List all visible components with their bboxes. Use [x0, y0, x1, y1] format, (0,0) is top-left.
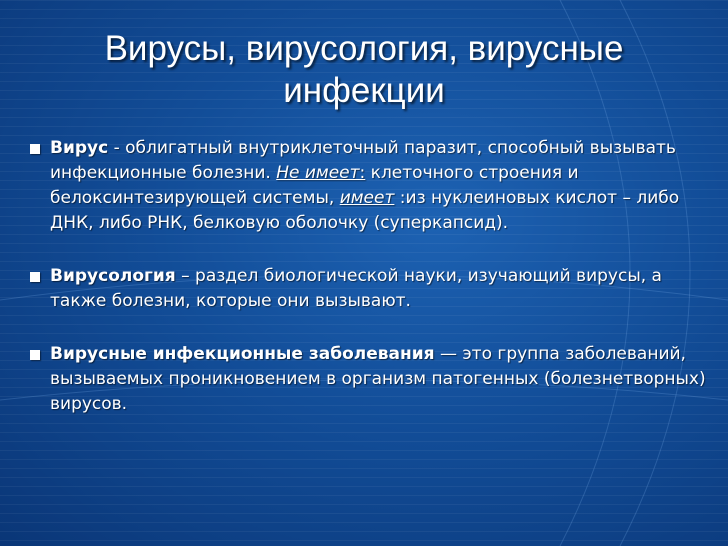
definition-virology: – раздел биологической науки, изучающий вирусы, а также болезни, которые они вызывают.	[50, 266, 662, 311]
term-viral-infections: Вирусные инфекционные заболевания	[50, 344, 435, 364]
definition-part-3: :из нуклеиновых кислот – либо ДНК, либо РНК, белковую оболочку (суперкапсид).	[50, 188, 680, 233]
definition-part-2: клеточного строения и белоксинтезирующей системы,	[50, 163, 579, 208]
bullet-viral-infections	[16, 342, 706, 417]
definition-part-1: - облигатный внутриклеточный паразит, способный вызывать инфекционные болезни.	[50, 138, 676, 183]
square-bullet-icon	[30, 272, 40, 282]
square-bullet-icon	[30, 144, 40, 154]
has-label: имеет	[339, 188, 395, 208]
colon: :	[359, 163, 366, 183]
definition-viral-infections: — это группа заболеваний, вызываемых проникновением в организм патогенных (болезнетворных) вирусов.	[50, 344, 706, 414]
title-line-1: Вирусы, вирусология, вирусные	[104, 29, 624, 68]
term-virology: Вирусология	[50, 266, 176, 286]
square-bullet-icon	[30, 350, 40, 360]
bullet-virology	[16, 264, 706, 314]
term-virus: Вирус	[50, 138, 109, 158]
not-has-label: Не имеет	[276, 163, 360, 183]
title-line-2: инфекции	[283, 71, 445, 110]
slide-title	[20, 28, 708, 112]
bullet-virus	[16, 136, 706, 236]
bullet-list	[16, 136, 706, 417]
